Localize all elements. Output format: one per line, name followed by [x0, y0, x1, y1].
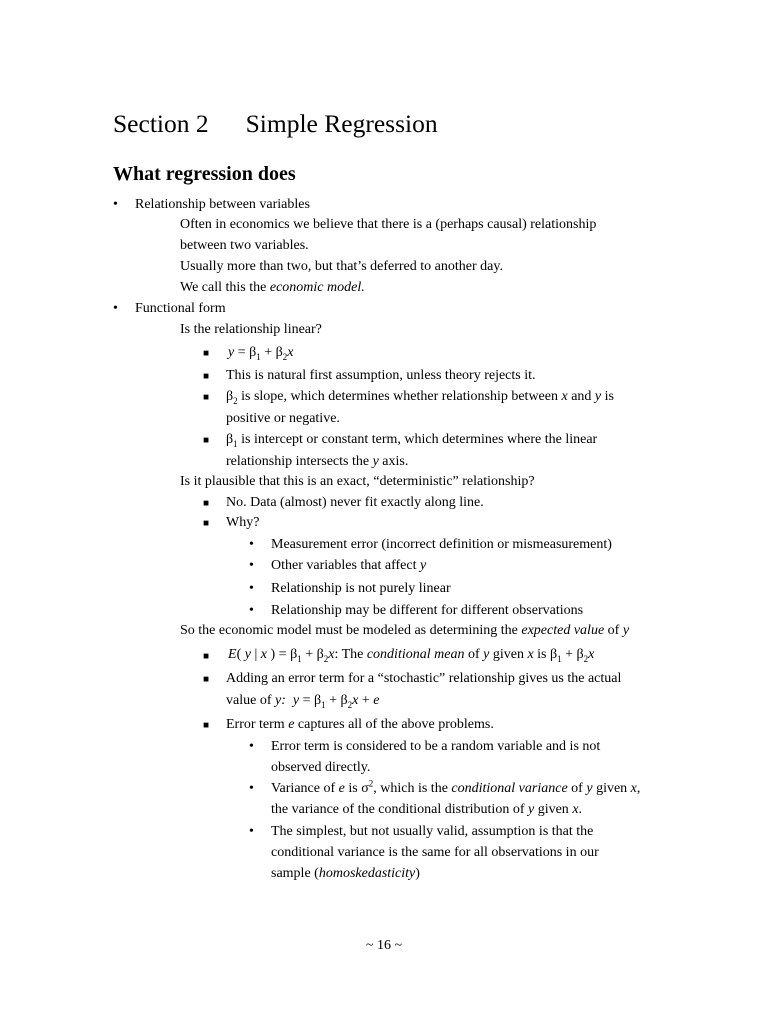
section-number: Section 2: [113, 109, 209, 138]
page-number: ~ 16 ~: [365, 938, 403, 953]
text-line: No. Data (almost) never fit exactly along line.: [226, 495, 484, 510]
text-line: Why?: [226, 515, 260, 530]
bullet-icon: •: [249, 603, 254, 618]
square-bullet-icon: ■: [203, 348, 210, 359]
text-line: observed directly.: [271, 760, 371, 775]
text-line: Is it plausible that this is an exact, “deterministic” relationship?: [180, 474, 535, 489]
subheading: What regression does: [113, 163, 296, 185]
section-heading: [113, 108, 438, 140]
text-line: the variance of the conditional distribution of y given x.: [271, 802, 583, 817]
text-line: Error term is considered to be a random variable and is not: [271, 739, 601, 754]
equation-stochastic: value of y: $y = \beta_1 + \beta_2x + e$: [226, 693, 380, 710]
text-line: $\beta_2$ is slope, which determines whether relationship between x and y is: [226, 389, 614, 406]
text-line: We call this the economic model.: [180, 280, 365, 295]
section-title: Simple Regression: [245, 109, 438, 138]
square-bullet-icon: ■: [203, 674, 210, 685]
bullet-icon: •: [113, 301, 118, 316]
bullet-functional-form: Functional form: [135, 301, 226, 316]
bullet-icon: •: [249, 781, 254, 796]
text-line: So the economic model must be modeled as determining the expected value of y: [180, 623, 630, 638]
text-line: Other variables that affect y: [271, 558, 427, 573]
bullet-icon: •: [249, 739, 254, 754]
square-bullet-icon: ■: [203, 651, 210, 662]
text-line: The simplest, but not usually valid, assumption is that the: [271, 824, 594, 839]
text-line: positive or negative.: [226, 411, 340, 426]
text-line: Often in economics we believe that there is a (perhaps causal) relationship: [180, 217, 597, 232]
bullet-icon: •: [249, 537, 254, 552]
text-line: This is natural first assumption, unless theory rejects it.: [226, 368, 536, 383]
square-bullet-icon: ■: [203, 435, 210, 446]
text-line: Error term e captures all of the above problems.: [226, 717, 494, 732]
square-bullet-icon: ■: [203, 371, 210, 382]
bullet-icon: •: [249, 581, 254, 596]
bullet-icon: •: [249, 824, 254, 839]
text-line: $\beta_1$ is intercept or constant term, which determines where the linear: [226, 432, 598, 449]
text-line: conditional variance is the same for all observations in our: [271, 845, 599, 860]
square-bullet-icon: ■: [203, 498, 210, 509]
text-line: Measurement error (incorrect definition or mismeasurement): [271, 537, 612, 552]
bullet-relationship: Relationship between variables: [135, 197, 310, 212]
text-line: Adding an error term for a “stochastic” relationship gives us the actual: [226, 671, 622, 686]
bullet-icon: •: [249, 558, 254, 573]
text-line: Relationship may be different for different observations: [271, 603, 584, 618]
text-line: Relationship is not purely linear: [271, 581, 451, 596]
text-line: between two variables.: [180, 238, 309, 253]
bullet-icon: •: [113, 197, 118, 212]
equation-conditional-mean: E( y | x ) = $\beta_1 + \beta_2x$: The conditional mean of y given x is $\beta_1 + \beta_2x$: [228, 647, 595, 664]
equation-linear: $y = \beta_1 + \beta_2x$: [228, 345, 294, 362]
square-bullet-icon: ■: [203, 518, 210, 529]
square-bullet-icon: ■: [203, 392, 210, 403]
text-line: Variance of e is $\sigma^2$, which is the conditional variance of y given x,: [271, 778, 641, 796]
text-line: Is the relationship linear?: [180, 322, 322, 337]
square-bullet-icon: ■: [203, 720, 210, 731]
text-line: sample (homoskedasticity): [271, 866, 420, 881]
text-line: relationship intersects the y axis.: [226, 454, 409, 469]
text-line: Usually more than two, but that’s deferred to another day.: [180, 259, 503, 274]
